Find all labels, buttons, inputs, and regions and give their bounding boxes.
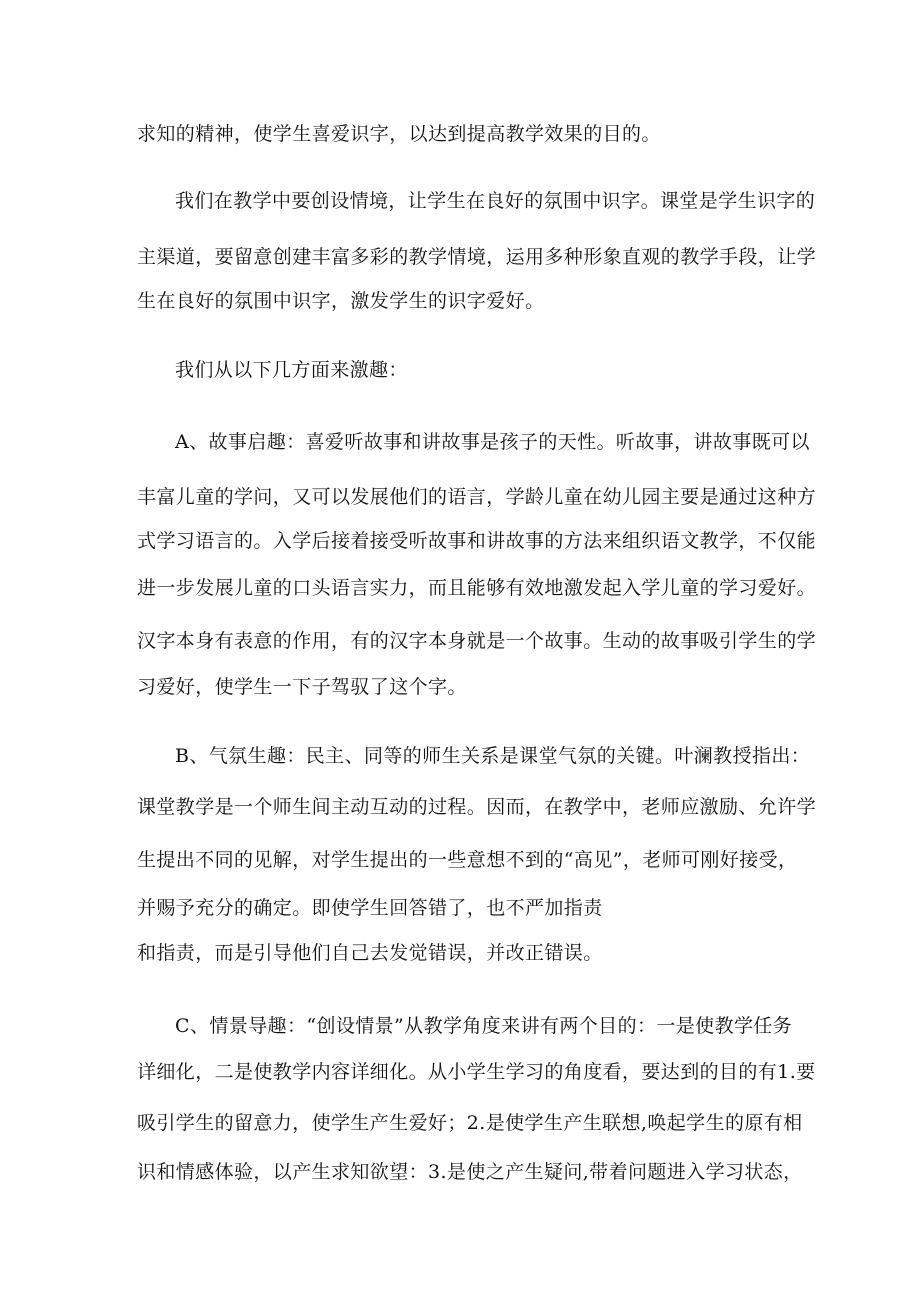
text-line: 式学习语言的。入学后接着接受听故事和讲故事的方法来组织语文教学，不仅能	[137, 530, 817, 552]
text-line: 和指责，而是引导他们自己去发觉错误，并改正错误。	[137, 942, 603, 964]
text-line: 详细化，二是使教学内容详细化。从小学生学习的角度看，要达到的目的有1.要	[137, 1061, 816, 1083]
text-line: 我们在教学中要创设情境，让学生在良好的氛围中识字。课堂是学生识字的	[175, 190, 816, 212]
text-line: 识和情感体验，以产生求知欲望：3.是使之产生疑问,带着问题进入学习状态，	[137, 1161, 803, 1183]
text-line: 求知的精神，使学生喜爱识字，以达到提高教学效果的目的。	[137, 123, 661, 145]
text-line: 汉字本身有表意的作用，有的汉字本身就是一个故事。生动的故事吸引学生的学	[137, 630, 817, 652]
text-line: 并赐予充分的确定。即使学生回答错了，也不严加指责	[137, 897, 603, 919]
text-line: 我们从以下几方面来激趣：	[175, 359, 408, 381]
text-line: 习爱好，使学生一下子驾驭了这个字。	[137, 676, 467, 698]
text-line: C、情景导趣：“创设情景”从教学角度来讲有两个目的：一是使教学任务	[175, 1015, 793, 1037]
text-line: 课堂教学是一个师生间主动互动的过程。因而，在教学中，老师应激励、允许学	[137, 796, 817, 818]
text-line: 主渠道，要留意创建丰富多彩的教学情境，运用多种形象直观的教学手段，让学	[137, 246, 817, 268]
text-line: A、故事启趣：喜爱听故事和讲故事是孩子的天性。听故事，讲故事既可以	[175, 431, 810, 453]
text-line: 生提出不同的见解，对学生提出的一些意想不到的“高见”，老师可刚好接受，	[137, 849, 798, 871]
text-line: 生在良好的氛围中识字，激发学生的识字爱好。	[137, 290, 545, 312]
text-line: B、气氛生趣：民主、同等的师生关系是课堂气氛的关键。叶澜教授指出：	[175, 745, 811, 767]
text-line: 进一步发展儿童的口头语言实力，而且能够有效地激发起入学儿童的学习爱好。	[137, 577, 817, 599]
text-line: 吸引学生的留意力，使学生产生爱好；2.是使学生产生联想,唤起学生的原有相	[137, 1112, 803, 1134]
text-line: 丰富儿童的学问，又可以发展他们的语言，学龄儿童在幼儿园主要是通过这种方	[137, 486, 817, 508]
